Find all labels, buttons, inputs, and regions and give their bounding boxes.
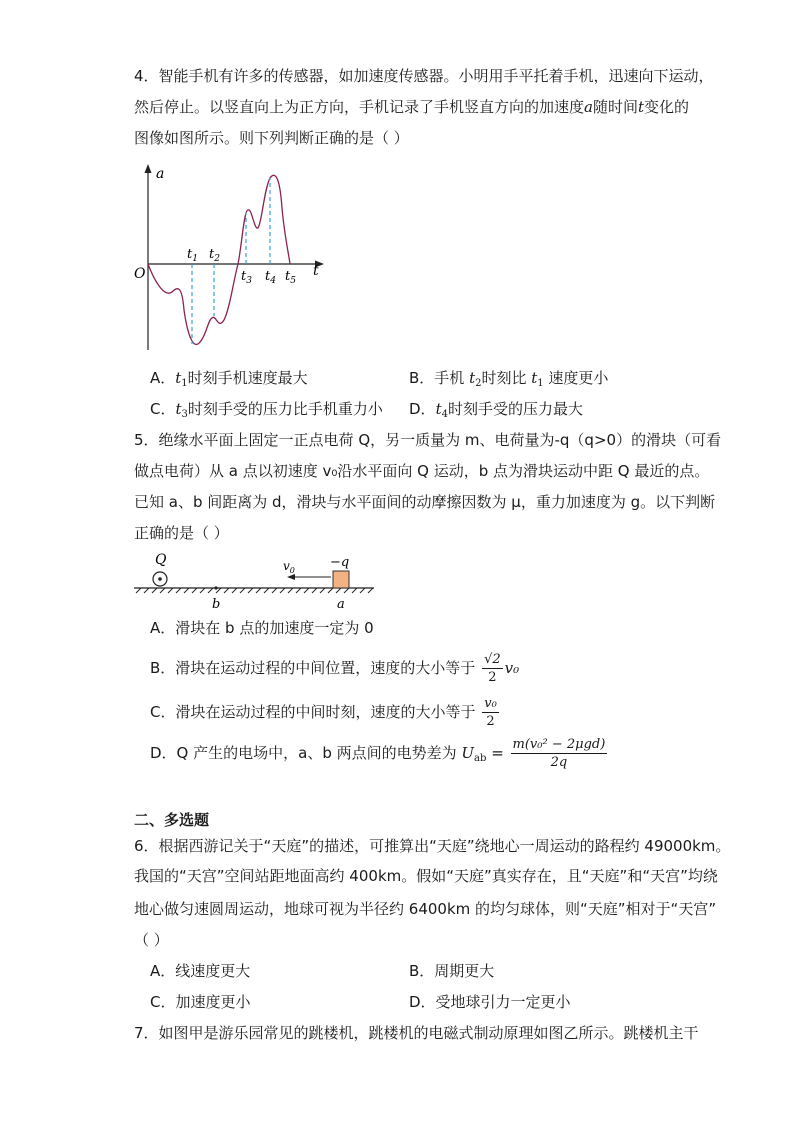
q5-option-b[interactable]: B．滑块在运动过程的中间位置，速度的大小等于 $\frac{√2}{2}$ v₀ [150, 652, 520, 685]
q4-option-a[interactable]: A．$t_1$时刻手机速度最大 [150, 369, 308, 389]
fraction-potential-difference: $\frac{\text{m(v₀² − 2μgd)}}{2q}$ [512, 737, 606, 770]
ground-hatching [136, 588, 373, 593]
a-label: a [337, 597, 345, 612]
point-b [214, 586, 217, 589]
fraction-sqrt2-over-2: $\frac{√2}{2}$ [484, 652, 501, 685]
slider-charge-figure [130, 548, 380, 614]
origin-label: O [134, 266, 146, 282]
q4-option-c[interactable]: C．$t_3$时刻手受的压力比手机重力小 [150, 400, 383, 420]
q5-option-a[interactable]: A．滑块在 b 点的加速度一定为 0 [150, 619, 374, 637]
q5-line1: 5．绝缘水平面上固定一正点电荷 Q，另一质量为 m、电荷量为-q（q>0）的滑块（可看 [134, 431, 722, 449]
q5-line2: 做点电荷）从 a 点以初速度 v₀沿水平面向 Q 运动，b 点为滑块运动中距 Q 最近的点。 [134, 462, 710, 480]
q4-option-b[interactable]: B．手机 $t_2$时刻比 $t_1$ 速度更小 [409, 369, 609, 389]
q4-option-d[interactable]: D．$t_4$时刻手受的压力最大 [409, 400, 583, 420]
tick-t1: $t_1$ [187, 247, 198, 264]
q4-line1: 4．智能手机有许多的传感器，如加速度传感器。小明用手平托着手机，迅速向下运动， [134, 67, 714, 85]
tick-t5: $t_5$ [285, 269, 296, 286]
q-label: Q [155, 552, 167, 568]
q6-line4: （ ） [134, 931, 169, 949]
q6-option-b[interactable]: B．周期更大 [409, 962, 495, 980]
q6-line3: 地心做匀速圆周运动，地球可视为半径约 6400km 的均匀球体，则“天庭”相对于“天宫” [134, 900, 717, 918]
q5-line4: 正确的是（ ） [134, 524, 229, 542]
x-axis-label: t [313, 263, 319, 279]
tick-t4: $t_4$ [265, 269, 276, 286]
y-axis-arrow [145, 164, 152, 173]
q7-line1: 7．如图甲是游乐园常见的跳楼机，跳楼机的电磁式制动原理如图乙所示。跳楼机主干 [134, 1024, 699, 1042]
section-title: 二、多选题 [134, 811, 210, 829]
v0-label: $v_0$ [283, 559, 295, 575]
q6-line1: 6．根据西游记关于“天庭”的描述，可推算出“天庭”绕地心一周运动的路程约 49000km。 [134, 837, 731, 855]
q5-option-c[interactable]: C．滑块在运动过程的中间时刻，速度的大小等于 $\frac{\text{v₀}}{2}$ [150, 696, 497, 729]
q6-option-a[interactable]: A．线速度更大 [150, 962, 251, 980]
b-label: b [212, 597, 221, 612]
q6-option-c[interactable]: C．加速度更小 [150, 993, 251, 1011]
fraction-v0-over-2: $\frac{\text{v₀}}{2}$ [484, 696, 497, 729]
acceleration-time-graph [128, 160, 328, 355]
slider-block [333, 571, 349, 588]
q6-option-d[interactable]: D．受地球引力一定更小 [409, 993, 571, 1011]
q5-option-d[interactable]: D．Q 产生的电场中，a、b 两点间的电势差为 $U_{ab}$ = $\frac{\text{m(v₀² − 2μgd)}}{2q}$ [150, 737, 606, 770]
q5-line3: 已知 a、b 间距离为 d，滑块与水平面间的动摩擦因数为 μ，重力加速度为 g。以下判断 [134, 493, 716, 511]
q4-line3: 图像如图所示。则下列判断正确的是（ ） [134, 129, 409, 147]
q4-line2: 然后停止。以竖直向上为正方向，手机记录了手机竖直方向的加速度a随时间t变化的 [134, 98, 690, 116]
q6-line2: 我国的“天宫”空间站距地面高约 400km。假如“天庭”真实存在，且“天庭”和“天宫”均绕 [134, 867, 718, 885]
charge-label: −q [330, 555, 350, 570]
tick-t2: $t_2$ [209, 247, 220, 264]
tick-t3: $t_3$ [241, 269, 252, 286]
y-axis-label: a [156, 166, 165, 182]
